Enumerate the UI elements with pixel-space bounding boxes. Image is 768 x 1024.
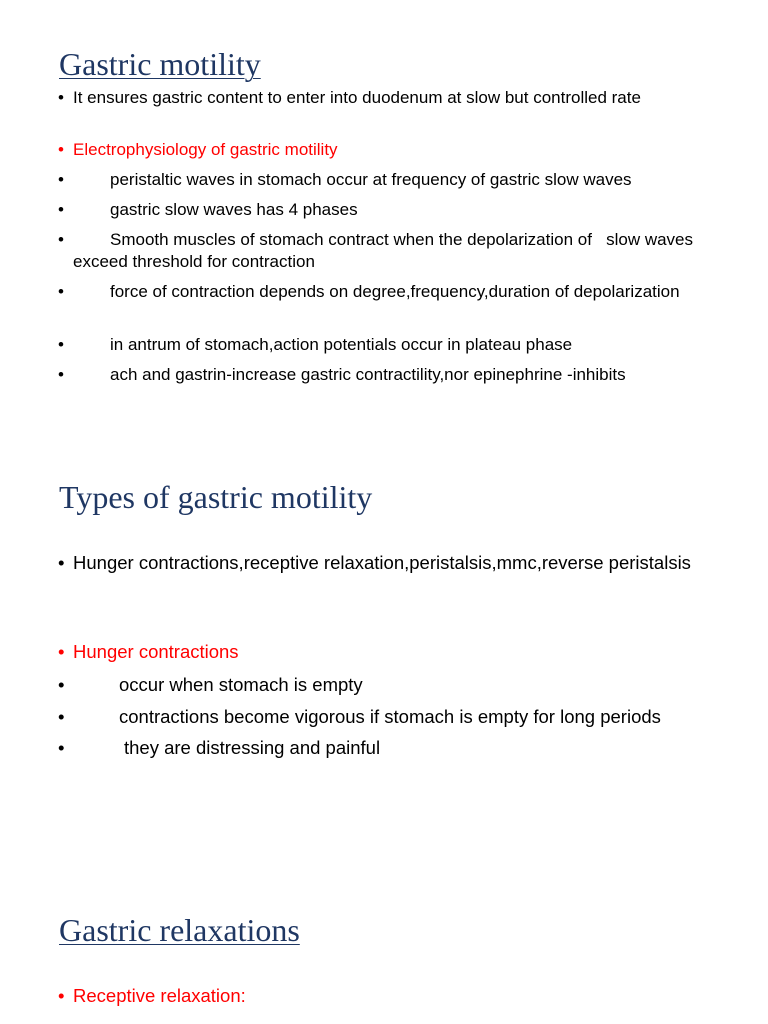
list-item: [58, 229, 738, 273]
bullet-icon: •: [58, 552, 65, 573]
list-item: [58, 281, 738, 303]
bullet-icon: •: [58, 200, 64, 219]
list-item-text: occur when stomach is empty: [119, 674, 363, 695]
section-title-types-of-gastric-motility: Types of gastric motility: [59, 479, 373, 515]
list-item-text: Receptive relaxation:: [73, 985, 246, 1006]
list-item-text: Electrophysiology of gastric motility: [73, 140, 338, 159]
bullet-icon: •: [58, 737, 65, 758]
list-item-text: Hunger contractions: [73, 641, 239, 662]
bullet-icon: •: [58, 335, 64, 354]
list-item: [58, 87, 738, 109]
list-item-subheading: [58, 640, 738, 664]
list-item-text: gastric slow waves has 4 phases: [110, 200, 358, 219]
list-item-text: they are distressing and painful: [124, 737, 381, 758]
list-item-text: Smooth muscles of stomach contract when the depolarization of slow waves exceed threshold for contraction: [73, 230, 698, 271]
bullet-icon: •: [58, 140, 64, 159]
bullet-icon: •: [58, 985, 65, 1006]
list-item-text: force of contraction depends on degree,frequency,duration of depolarization: [110, 282, 680, 301]
bullet-icon: •: [58, 282, 64, 301]
bullet-icon: •: [58, 170, 64, 189]
list-item: [58, 364, 738, 386]
list-item: [58, 673, 738, 697]
bullet-icon: •: [58, 230, 64, 249]
list-item-text: Hunger contractions,receptive relaxation,peristalsis,mmc,reverse peristalsis: [73, 552, 691, 573]
bullet-icon: •: [58, 641, 65, 662]
list-item: [58, 551, 738, 575]
list-item: [58, 334, 738, 356]
list-item: [58, 169, 738, 191]
list-item: [58, 736, 738, 760]
list-item: [58, 705, 738, 729]
list-item-text: It ensures gastric content to enter into duodenum at slow but controlled rate: [73, 88, 641, 107]
bullet-icon: •: [58, 88, 64, 107]
bullet-icon: •: [58, 365, 64, 384]
list-item-subheading: [58, 139, 738, 161]
list-item-text: contractions become vigorous if stomach is empty for long periods: [119, 706, 661, 727]
list-item-text: peristaltic waves in stomach occur at frequency of gastric slow waves: [110, 170, 632, 189]
section-title-gastric-motility: Gastric motility: [59, 46, 261, 82]
list-item-text: ach and gastrin-increase gastric contractility,nor epinephrine -inhibits: [110, 365, 626, 384]
bullet-icon: •: [58, 706, 65, 727]
list-item-subheading: [58, 984, 738, 1008]
bullet-icon: •: [58, 674, 65, 695]
section-title-gastric-relaxations: Gastric relaxations: [59, 912, 300, 948]
list-item-text: in antrum of stomach,action potentials occur in plateau phase: [110, 335, 573, 354]
list-item: [58, 199, 738, 221]
